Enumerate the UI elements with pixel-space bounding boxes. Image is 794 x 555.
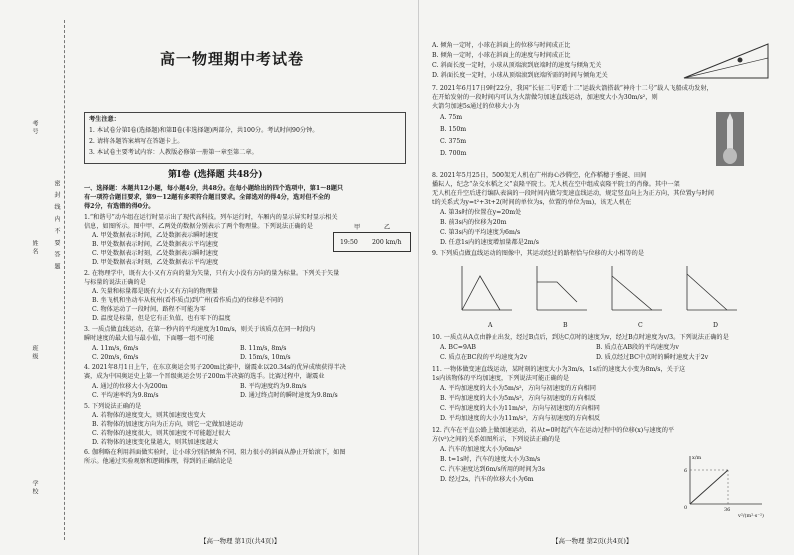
rocket-photo — [716, 112, 744, 166]
q3-option-c: C. 20m/s, 6m/s — [92, 354, 139, 361]
notice-heading: 考生注意： — [89, 116, 120, 123]
q12-option-c: C. 汽车速度达到6m/s所用的时间为3s — [440, 466, 545, 473]
q12-option-d: D. 经过2s，汽车的位移大小为6m — [440, 476, 534, 483]
q6-option-d: D. 斜面长度一定时，小球从顶端滚到底端所需的时间与倾角无关 — [432, 72, 608, 79]
q6-option-a: A. 倾角一定时，小球在斜面上的位移与时间成正比 — [432, 42, 571, 49]
notice-line: 2. 请将各题答案填写在答题卡上。 — [89, 138, 184, 145]
q7-stem: 火箭匀加速5s通过的位移大小为 — [432, 103, 520, 110]
q7-option-a: A. 75m — [440, 114, 463, 121]
q3-option-d: D. 15m/s, 10m/s — [240, 354, 291, 361]
name-label: 姓名 — [31, 240, 38, 256]
footer-page-2: 【高一物理 第2页(共4页)】 — [552, 537, 633, 545]
q11-option-d: D. 平均加速度的大小为11m/s²，方向与初速度的方向相反 — [440, 415, 601, 422]
q4-stem: 赛，成为中国奥运史上第一个晋级奥运会男子200m半决赛的选手。比赛过程中，谢震业 — [84, 373, 325, 380]
train-display-sign — [333, 224, 411, 252]
q5-option-d: D. 若物体的速度变化量越大，则其加速度越大 — [92, 439, 219, 446]
class-label: 班级 — [31, 345, 38, 361]
ball — [738, 58, 743, 63]
q7-stem: 在开始发射的一段时间内可认为火箭做匀加速直线运动，加速度大小为30m/s²，则 — [432, 94, 658, 101]
q3-option-b: B. 11m/s, 8m/s — [240, 345, 287, 352]
q8-option-a: A. 第3s时的位置在y=20m处 — [440, 209, 522, 216]
q2-option-c: C. 物体运动了一段时间，路程不可能为零 — [92, 306, 206, 313]
q6-option-b: B. 倾角一定时，小球在斜面上的速度与时间成正比 — [432, 52, 571, 59]
q11-option-b: B. 平均加速度的大小为5m/s²，方向与初速度的方向相反 — [440, 395, 596, 402]
notice-line: 3. 本试卷主要考试内容：人教版必修第一册第一章至第二章。 — [89, 149, 258, 156]
seal-line-text: 密 封 线 内 不 要 答 题 — [53, 180, 60, 272]
q8-option-c: C. 第3s内的平均速度为6m/s — [440, 229, 521, 236]
q11-option-c: C. 平均加速度的大小为11m/s²，方向与初速度的方向相同 — [440, 405, 600, 412]
q1-option-c: C. 甲处数据表示时刻，乙处数据表示瞬时速度 — [92, 250, 219, 257]
q8-stem: 无人机在升空后进行编队表演的一段时间内做匀变速直线运动，规定竖直向上为正方向，其位置y与时间 — [432, 190, 714, 197]
q9-label-b: B — [563, 322, 568, 329]
q1-option-a: A. 甲处数据表示时间，乙处数据表示瞬时速度 — [92, 232, 218, 239]
q8-option-b: B. 前3s内的位移为20m — [440, 219, 507, 226]
q12-y-tick: 6 — [684, 468, 688, 474]
q9-graph-d — [687, 266, 737, 310]
q7-stem: 7. 2021年6月17日9时22分，我国“长征二号F遥十二”运载火箭搭载“神舟十二号”载人飞船成功发射， — [432, 85, 713, 92]
q12-option-b: B. t=1s时，汽车的速度大小为3m/s — [440, 456, 541, 463]
q2-stem: 2. 在物理学中，既有大小又有方向的量为矢量，只有大小没有方向的量为标量。下列关于矢量 — [84, 270, 340, 277]
q10-option-d: D. 质点经过BC中点时的瞬时速度大于2v — [596, 354, 709, 361]
sign-value-a: 19:50 — [340, 239, 358, 246]
q6-option-c: C. 斜面长度一定时，小球从顶端滚到底端时的速度与倾角无关 — [432, 62, 602, 69]
q11-stem: 1s内该物体的平均加速度，下列说法可能正确的是 — [432, 375, 570, 382]
school-label: 学校 — [31, 480, 38, 496]
part1-intro: 得2分，有选错的得0分。 — [84, 203, 155, 210]
q2-option-a: A. 矢量和标量都是既有大小又有方向的物理量 — [92, 288, 218, 295]
q12-x-tick: 36 — [724, 507, 731, 513]
q1-option-b: B. 甲处数据表示时间，乙处数据表示平均速度 — [92, 241, 219, 248]
q5-option-c: C. 若物体的速度很大，则其加速度不可能超过很大 — [92, 430, 231, 437]
notice-line: 1. 本试卷分第Ⅰ卷(选择题)和第Ⅱ卷(非选择题)两部分，共100分。考试时间90分钟。 — [89, 127, 319, 134]
q12-line — [690, 470, 728, 504]
q10-option-c: C. 质点在BC段的平均速度为2v — [440, 354, 528, 361]
q8-stem: t的关系式为y=t²+3t+2(时间的单位为s，位置的单位为m)，该无人机在 — [432, 199, 632, 206]
q4-option-b: B. 平均速度约为9.8m/s — [240, 383, 307, 390]
q8-stem: 播耘人，纪念“杂交水稻之父”袁隆平院士。无人机在空中组成袁隆平院士的肖像。其中一架 — [432, 181, 680, 188]
q1-stem: 信息，如图所示。图中甲、乙两处的数据分别表示了两个物理量。下列说法正确的是 — [84, 223, 313, 230]
exam-no-label: 考号 — [31, 120, 38, 136]
q7-option-b: B. 150m — [440, 126, 467, 133]
q2-stem: 与标量的说法正确的是 — [84, 279, 146, 286]
sign-label-b: 乙 — [384, 224, 391, 231]
q10-option-b: B. 质点在AB段的平均速度为v — [596, 344, 679, 351]
page-divider — [418, 0, 419, 555]
q9-graph-c — [612, 266, 662, 310]
part1-intro: 一、选择题：本题共12小题，每小题4分，共48分。在每小题给出的四个选项中，第1～8题只 — [84, 185, 344, 192]
q2-option-b: B. 坐飞机和坐动车从杭州(看作质点)到广州(看作质点)的位移是不同的 — [92, 297, 284, 304]
q9-graph-b — [537, 266, 587, 310]
q8-option-d: D. 任意1s内的速度增加量都是2m/s — [440, 239, 539, 246]
q10-option-a: A. BC=9AB — [440, 344, 476, 351]
sign-label-a: 甲 — [354, 224, 361, 231]
q4-stem: 4. 2021年8月1日上午，在东京奥运会男子200m比赛中，谢震业以20.34s的优异成绩获得半决 — [84, 364, 346, 371]
q3-stem: 瞬时速度的最大值与最小值，下面哪一组不可能 — [84, 335, 214, 342]
q5-option-b: B. 若物体的加速度方向为正方向，则它一定做加速运动 — [92, 421, 243, 428]
page-title: 高一物理期中考试卷 — [160, 50, 305, 68]
sign-value-b: 200 km/h — [372, 239, 402, 246]
seal-line — [64, 20, 65, 540]
q4-option-a: A. 通过的位移大小为200m — [92, 383, 168, 390]
q12-option-a: A. 汽车的加速度大小为6m/s² — [440, 446, 522, 453]
q9-label-d: D — [713, 322, 718, 329]
q9-stem: 9. 下列质点做直线运动的图像中，其运动经过的路程恰与位移的大小相等的是 — [432, 250, 645, 257]
rocket-body — [727, 120, 733, 150]
q4-option-c: C. 平均速率约为9.8m/s — [92, 392, 159, 399]
footer-page-1: 【高一物理 第1页(共4页)】 — [200, 537, 281, 545]
q7-option-c: C. 375m — [440, 138, 467, 145]
inclined-plane-figure — [680, 38, 772, 82]
q1-option-d: D. 甲处数据表示时刻，乙处数据表示平均速度 — [92, 259, 219, 266]
q7-option-d: D. 700m — [440, 150, 467, 157]
q12-origin: 0 — [684, 505, 688, 511]
q9-graph-a — [462, 266, 512, 310]
q1-stem: 1.“和谐号”动车组在运行时显示出了现代高科技。列车运行时，车厢内的显示屏实时显示相关 — [84, 214, 338, 221]
q9-graphs — [452, 262, 752, 322]
q5-option-a: A. 若物体的速度变大，则其加速度也变大 — [92, 412, 206, 419]
q12-stem: 方(v²)之间的关系如图所示，下列说法正确的是 — [432, 436, 561, 443]
rocket-flame — [723, 148, 737, 164]
part1-heading: 第Ⅰ卷 (选择题 共48分) — [168, 170, 263, 180]
q10-stem: 10. 一质点从A点由静止出发，经过B点后，到达C点时的速度为v，经过B点时速度为v/3。下列说法正确的是 — [432, 334, 729, 341]
q3-stem: 3. 一质点做直线运动，在第一秒内的平均速度为10m/s，则关于该质点在同一时段内 — [84, 326, 316, 333]
q12-stem: 12. 汽车在平直公路上做加速运动，若从t=0时起汽车在运动过程中的位移(x)与速度的平 — [432, 427, 675, 434]
q12-ylabel: x/m — [692, 455, 702, 461]
q4-option-d: D. 通过终点时的瞬时速度为9.8m/s — [240, 392, 338, 399]
q12-xlabel: v²/(m²·s⁻²) — [738, 513, 764, 519]
q2-option-d: D. 温度是标量，但是它有正负值，也有零下的温度 — [92, 315, 231, 322]
notice-box — [84, 112, 406, 164]
q5-stem: 5. 下列说法正确的是 — [84, 403, 142, 410]
q9-label-a: A — [488, 322, 493, 329]
q11-option-a: A. 平均加速度的大小为5m/s²，方向与初速度的方向相同 — [440, 385, 596, 392]
q6-stem: 6. 伽利略在利用斜面做实验时，让小球分别沿倾角不同、阻力很小的斜面从静止开始滚下，如图 — [84, 449, 346, 456]
q11-stem: 11. 一物体做变速直线运动，某时刻的速度大小为3m/s，1s后的速度大小变为8m/s，关于这 — [432, 366, 686, 373]
q9-label-c: C — [638, 322, 643, 329]
q3-option-a: A. 11m/s, 6m/s — [92, 345, 139, 352]
part1-intro: 有一项符合题目要求，第9～12题有多项符合题目要求。全部选对的得4分，选对但不全的 — [84, 194, 331, 201]
q6-stem: 所示。他通过实验观察和逻辑推理，得到的正确结论是 — [84, 458, 233, 465]
q8-stem: 8. 2021年5月25日，500架无人机在广州海心沙腾空，化作稻穗于垂涎、田间 — [432, 172, 647, 179]
